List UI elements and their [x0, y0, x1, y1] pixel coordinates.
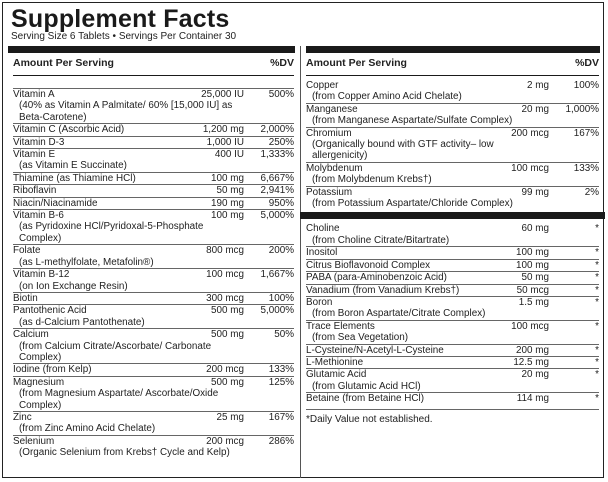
nutrient-name: Pantothenic Acid — [13, 305, 87, 317]
nutrient-row — [13, 435, 294, 459]
nutrient-row — [306, 162, 599, 186]
nutrient-dv: 286% — [268, 435, 294, 447]
footnote: *Daily Value not established. — [306, 413, 433, 425]
nutrient-source: (Organically bound with GTF activity– low allergenicity) — [312, 139, 494, 162]
nutrient-source: (Organic Selenium from Krebs† Cycle and Kelp) — [19, 447, 230, 459]
nutrient-row — [306, 356, 599, 368]
dv-label: %DV — [270, 57, 294, 69]
nutrient-amount: 200 mcg — [206, 364, 244, 376]
nutrient-row — [13, 376, 294, 411]
nutrient-row — [13, 244, 294, 268]
nutrient-row — [306, 296, 599, 320]
nutrient-amount: 20 mg — [521, 103, 549, 115]
nutrient-dv: 1,667% — [260, 269, 294, 281]
nutrient-row — [13, 328, 294, 363]
right-other-ingredients-list — [306, 223, 599, 404]
nutrient-dv: * — [595, 247, 599, 259]
nutrient-dv: 200% — [268, 245, 294, 257]
right-column — [306, 57, 599, 425]
nutrient-row — [306, 186, 599, 210]
nutrient-name: Choline — [306, 223, 340, 235]
nutrient-amount: 100 mcg — [206, 269, 244, 281]
nutrient-dv: * — [595, 296, 599, 308]
nutrient-dv: 950% — [268, 197, 294, 209]
nutrient-dv: * — [595, 356, 599, 368]
nutrient-row — [13, 136, 294, 148]
nutrient-dv: 100% — [573, 80, 599, 91]
nutrient-amount: 1.5 mg — [518, 296, 549, 308]
nutrient-dv: 500% — [268, 89, 294, 100]
nutrient-amount: 800 mcg — [206, 245, 244, 257]
nutrient-source: (from Sea Vegetation) — [312, 332, 409, 344]
right-nutrient-list — [306, 80, 599, 209]
nutrient-row — [306, 80, 599, 103]
nutrient-row — [13, 363, 294, 375]
nutrient-dv: 5,000% — [260, 305, 294, 317]
nutrient-dv: 250% — [268, 136, 294, 148]
nutrient-dv: 1,000% — [565, 103, 599, 115]
section-bar — [300, 212, 605, 219]
nutrient-amount: 60 mg — [521, 223, 549, 235]
nutrient-name: Citrus Bioflavonoid Complex — [306, 259, 431, 271]
serving-info: Serving Size 6 Tablets • Servings Per Container 30 — [11, 31, 237, 42]
nutrient-dv: * — [595, 272, 599, 284]
supplement-facts-panel — [2, 2, 604, 478]
nutrient-row — [13, 88, 294, 123]
nutrient-row — [306, 127, 599, 162]
nutrient-row — [306, 271, 599, 283]
nutrient-dv: * — [595, 369, 599, 381]
header-rule — [13, 75, 294, 76]
nutrient-row — [306, 223, 599, 246]
nutrient-source: (from Copper Amino Acid Chelate) — [312, 91, 462, 103]
nutrient-amount: 1,000 IU — [206, 136, 244, 148]
nutrient-source: (from Choline Citrate/Bitartrate) — [312, 234, 450, 246]
footnote-rule — [306, 409, 599, 410]
nutrient-row — [13, 209, 294, 244]
nutrient-dv: 167% — [573, 127, 599, 139]
nutrient-name: Vanadium (from Vanadium Krebs†) — [306, 284, 460, 296]
nutrient-amount: 200 mg — [516, 344, 549, 356]
nutrient-source: (from Potassium Aspartate/Chloride Complex) — [312, 198, 513, 210]
nutrient-name: Copper — [306, 80, 339, 91]
nutrient-amount: 25,000 IU — [201, 89, 244, 100]
nutrient-dv: * — [595, 259, 599, 271]
nutrient-amount: 100 mg — [516, 259, 549, 271]
nutrient-row — [13, 123, 294, 135]
nutrient-amount: 100 mg — [211, 172, 244, 184]
nutrient-source: (from Manganese Aspartate/Sulfate Complex) — [312, 115, 513, 127]
nutrient-name: Vitamin D-3 — [13, 136, 65, 148]
nutrient-name: Biotin — [13, 292, 38, 304]
nutrient-row — [13, 148, 294, 172]
nutrient-row — [13, 304, 294, 328]
nutrient-row — [306, 344, 599, 356]
nutrient-amount: 2 mg — [527, 80, 549, 91]
nutrient-amount: 200 mcg — [511, 127, 549, 139]
nutrient-dv: * — [595, 320, 599, 332]
nutrient-dv: 167% — [268, 411, 294, 423]
column-divider — [300, 46, 301, 478]
nutrient-amount: 25 mg — [216, 411, 244, 423]
nutrient-name: PABA (para-Aminobenzoic Acid) — [306, 272, 447, 284]
nutrient-name: Vitamin B-6 — [13, 210, 64, 222]
nutrient-name: Zinc — [13, 411, 32, 423]
nutrient-source: (as Pyridoxine HCl/Pyridoxal-5-Phosphate Complex) — [19, 221, 204, 244]
nutrient-dv: * — [595, 223, 599, 235]
nutrient-amount: 100 mcg — [511, 162, 549, 174]
left-top-bar — [8, 46, 295, 53]
left-nutrient-list — [13, 88, 294, 459]
nutrient-name: Vitamin E — [13, 149, 56, 161]
nutrient-source: (40% as Vitamin A Palmitate/ 60% [15,000 IU] as Beta-Carotene) — [19, 100, 233, 123]
nutrient-dv: 133% — [573, 162, 599, 174]
amount-per-serving-label: Amount Per Serving — [306, 57, 407, 69]
nutrient-amount: 500 mg — [211, 329, 244, 341]
left-column — [13, 57, 294, 459]
nutrient-name: Riboflavin — [13, 185, 57, 197]
nutrient-row — [13, 268, 294, 292]
nutrient-dv: * — [595, 284, 599, 296]
nutrient-source: (from Molybdenum Krebs†) — [312, 174, 432, 186]
nutrient-dv: 5,000% — [260, 210, 294, 222]
nutrient-source: (from Calcium Citrate/Ascorbate/ Carbonate Complex) — [19, 340, 212, 363]
nutrient-name: Betaine (from Betaine HCl) — [306, 393, 424, 405]
nutrient-amount: 50 mg — [216, 185, 244, 197]
nutrient-name: Vitamin C (Ascorbic Acid) — [13, 124, 125, 136]
nutrient-row — [306, 246, 599, 258]
nutrient-dv: 1,333% — [260, 149, 294, 161]
nutrient-amount: 12.5 mg — [513, 356, 549, 368]
nutrient-source: (as d-Calcium Pantothenate) — [19, 316, 145, 328]
nutrient-name: Calcium — [13, 329, 49, 341]
dv-label: %DV — [575, 57, 599, 69]
nutrient-amount: 400 IU — [214, 149, 244, 161]
nutrient-amount: 100 mg — [516, 247, 549, 259]
right-top-bar — [306, 46, 600, 53]
nutrient-name: Thiamine (as Thiamine HCl) — [13, 172, 136, 184]
nutrient-name: Iodine (from Kelp) — [13, 364, 92, 376]
nutrient-name: Trace Elements — [306, 320, 375, 332]
nutrient-row — [306, 368, 599, 392]
nutrient-row — [13, 292, 294, 304]
nutrient-name: Molybdenum — [306, 162, 363, 174]
nutrient-row — [13, 197, 294, 209]
nutrient-amount: 1,200 mg — [202, 124, 244, 136]
nutrient-name: L-Methionine — [306, 356, 364, 368]
nutrient-name: Niacin/Niacinamide — [13, 197, 98, 209]
nutrient-name: Boron — [306, 296, 333, 308]
nutrient-dv: * — [595, 344, 599, 356]
nutrient-source: (from Boron Aspartate/Citrate Complex) — [312, 308, 486, 320]
nutrient-name: Manganese — [306, 103, 358, 115]
nutrient-name: Chromium — [306, 127, 352, 139]
nutrient-source: (as L-methylfolate, Metafolin®) — [19, 256, 154, 268]
left-column-header — [13, 57, 294, 73]
nutrient-row — [13, 184, 294, 196]
nutrient-name: Inositol — [306, 247, 338, 259]
nutrient-row — [306, 259, 599, 271]
nutrient-row — [13, 172, 294, 184]
nutrient-name: Vitamin A — [13, 89, 55, 100]
nutrient-amount: 50 mcg — [516, 284, 549, 296]
nutrient-amount: 20 mg — [521, 369, 549, 381]
nutrient-dv: 50% — [274, 329, 294, 341]
nutrient-name: Glutamic Acid — [306, 369, 367, 381]
nutrient-amount: 300 mcg — [206, 292, 244, 304]
nutrient-dv: 2,941% — [260, 185, 294, 197]
nutrient-source: (from Zinc Amino Acid Chelate) — [19, 423, 156, 435]
amount-per-serving-label: Amount Per Serving — [13, 57, 114, 69]
header-rule — [306, 75, 599, 76]
nutrient-source: (from Magnesium Aspartate/ Ascorbate/Oxide Complex) — [19, 388, 219, 411]
nutrient-source: (from Glutamic Acid HCl) — [312, 380, 421, 392]
nutrient-name: Selenium — [13, 435, 55, 447]
nutrient-amount: 50 mg — [521, 272, 549, 284]
nutrient-amount: 500 mg — [211, 376, 244, 388]
nutrient-dv: * — [595, 393, 599, 405]
nutrient-amount: 100 mg — [211, 210, 244, 222]
nutrient-amount: 114 mg — [516, 393, 549, 405]
nutrient-row — [306, 103, 599, 127]
nutrient-name: L-Cysteine/N-Acetyl-L-Cysteine — [306, 344, 444, 356]
nutrient-dv: 133% — [268, 364, 294, 376]
nutrient-amount: 99 mg — [521, 186, 549, 198]
nutrient-amount: 200 mcg — [206, 435, 244, 447]
nutrient-amount: 500 mg — [211, 305, 244, 317]
nutrient-dv: 2% — [584, 186, 599, 198]
nutrient-dv: 125% — [268, 376, 294, 388]
panel-title: Supplement Facts — [11, 5, 230, 33]
nutrient-dv: 2,000% — [260, 124, 294, 136]
nutrient-name: Potassium — [306, 186, 353, 198]
nutrient-name: Magnesium — [13, 376, 65, 388]
nutrient-row — [306, 320, 599, 344]
nutrient-row — [306, 284, 599, 296]
nutrient-source: (as Vitamin E Succinate) — [19, 160, 127, 172]
nutrient-source: (on Ion Exchange Resin) — [19, 280, 128, 292]
nutrient-amount: 100 mcg — [511, 320, 549, 332]
nutrient-name: Vitamin B-12 — [13, 269, 70, 281]
nutrient-dv: 100% — [268, 292, 294, 304]
nutrient-dv: 6,667% — [260, 172, 294, 184]
nutrient-name: Folate — [13, 245, 41, 257]
nutrient-row — [13, 411, 294, 435]
right-column-header — [306, 57, 599, 73]
nutrient-amount: 190 mg — [211, 197, 244, 209]
nutrient-row — [306, 392, 599, 404]
